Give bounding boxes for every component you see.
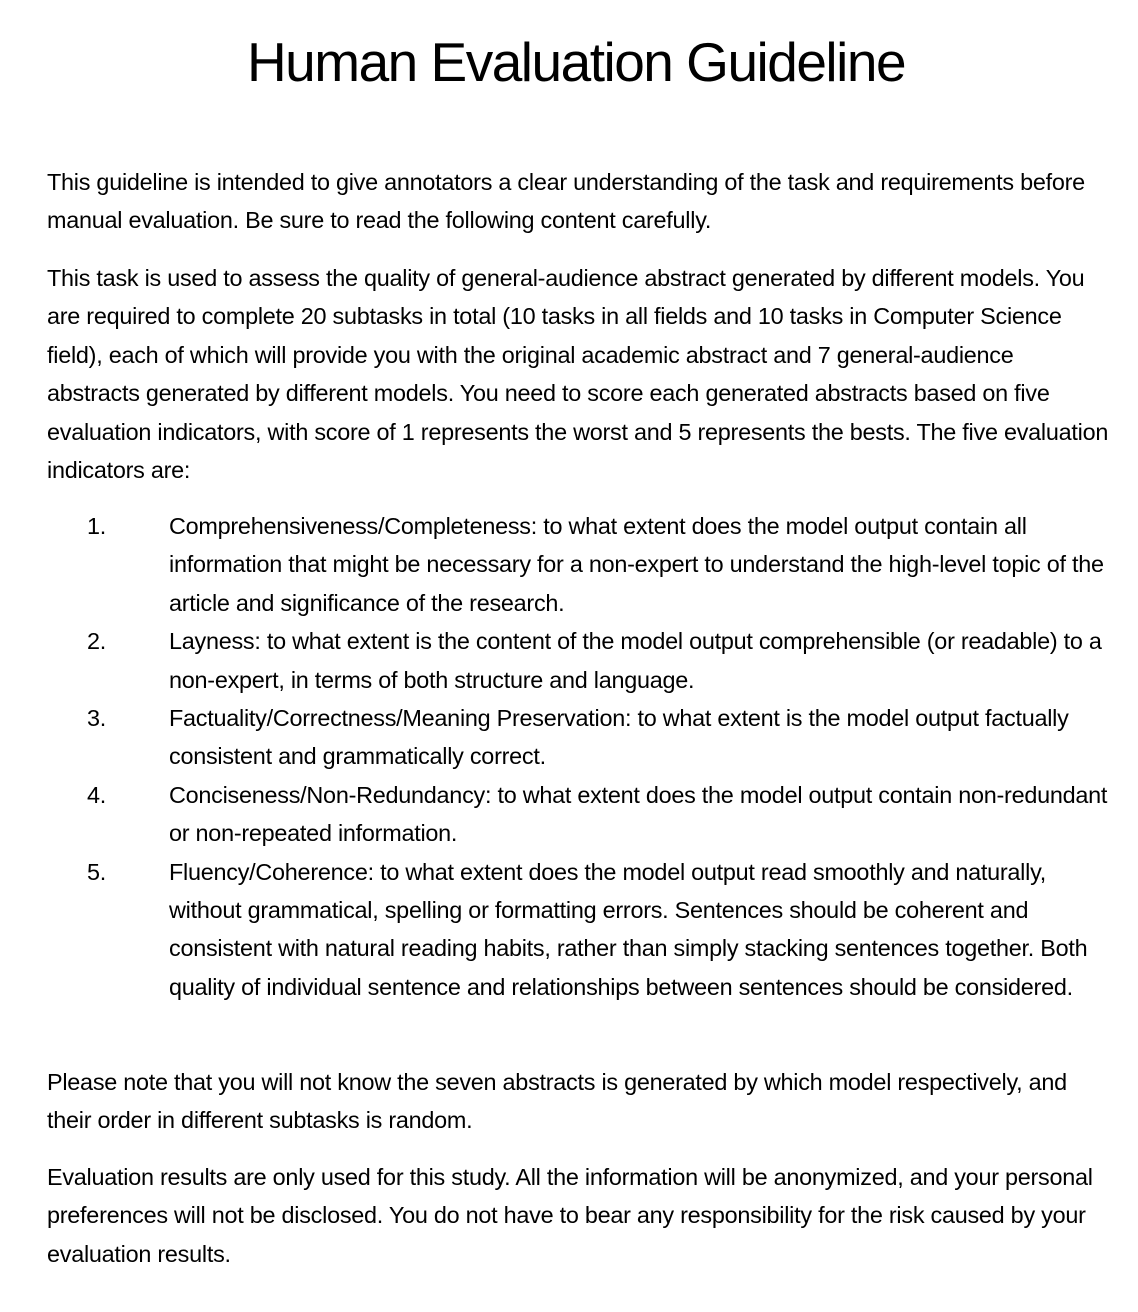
indicator-item-conciseness: [47, 776, 1109, 853]
indicator-text: Layness: to what extent is the content of the model output comprehensible (or readable) to a non-expert, in terms of both structure and language.: [169, 628, 1102, 693]
evaluation-indicators-list: [47, 507, 1109, 1006]
indicator-item-fluency: [47, 853, 1109, 1007]
list-number: 2.: [87, 628, 107, 655]
indicator-item-comprehensiveness: [47, 507, 1109, 622]
indicator-text: Conciseness/Non-Redundancy: to what extent does the model output contain non-redundant or non-repeated information.: [169, 781, 1108, 847]
indicator-text: Factuality/Correctness/Meaning Preservation: to what extent is the model output factually consistent and grammatically correct.: [169, 705, 1069, 770]
indicator-text: Comprehensiveness/Completeness: to what extent does the model output contain all information that might be necessary for a non-expert to understand the high-level topic of the article and significance of the research.: [169, 513, 1104, 616]
task-description-paragraph: This task is used to assess the quality of general-audience abstract generated by different models. You are required to complete 20 subtasks in total (10 tasks in all fields and 10 tasks in Computer Science field), each of which will provide you with the original academic abstract and 7 general-audience abstracts generated by different models. You need to score each generated abstracts based on five evaluation indicators, with score of 1 represents the worst and 5 represents the bests. The five evaluation indicators are:: [47, 265, 1109, 484]
intro-paragraph: This guideline is intended to give annotators a clear understanding of the task and requirements before manual evaluation. Be sure to read the following content carefully.: [47, 169, 1085, 234]
list-number: 5.: [87, 858, 107, 885]
indicator-text: Fluency/Coherence: to what extent does the model output read smoothly and naturally, without grammatical, spelling or formatting errors. Sentences should be coherent and consistent with natural reading habits, rather than simply stacking sentences together. Both quality of individual sentence and relationships between sentences should be considered.: [169, 858, 1088, 1000]
disclaimer-paragraph: Evaluation results are only used for this study. All the information will be anonymized, and your personal preferences will not be disclosed. You do not have to bear any responsibility for the risk caused by your evaluation results.: [47, 1164, 1093, 1267]
indicator-item-layness: [47, 622, 1109, 699]
note-paragraph: Please note that you will not know the seven abstracts is generated by which model respectively, and their order in different subtasks is random.: [47, 1069, 1067, 1134]
list-number: 3.: [87, 705, 107, 732]
list-number: 4.: [87, 781, 107, 808]
indicator-item-factuality: [47, 699, 1109, 776]
page-title: Human Evaluation Guideline: [246, 31, 906, 93]
list-number: 1.: [87, 513, 107, 539]
